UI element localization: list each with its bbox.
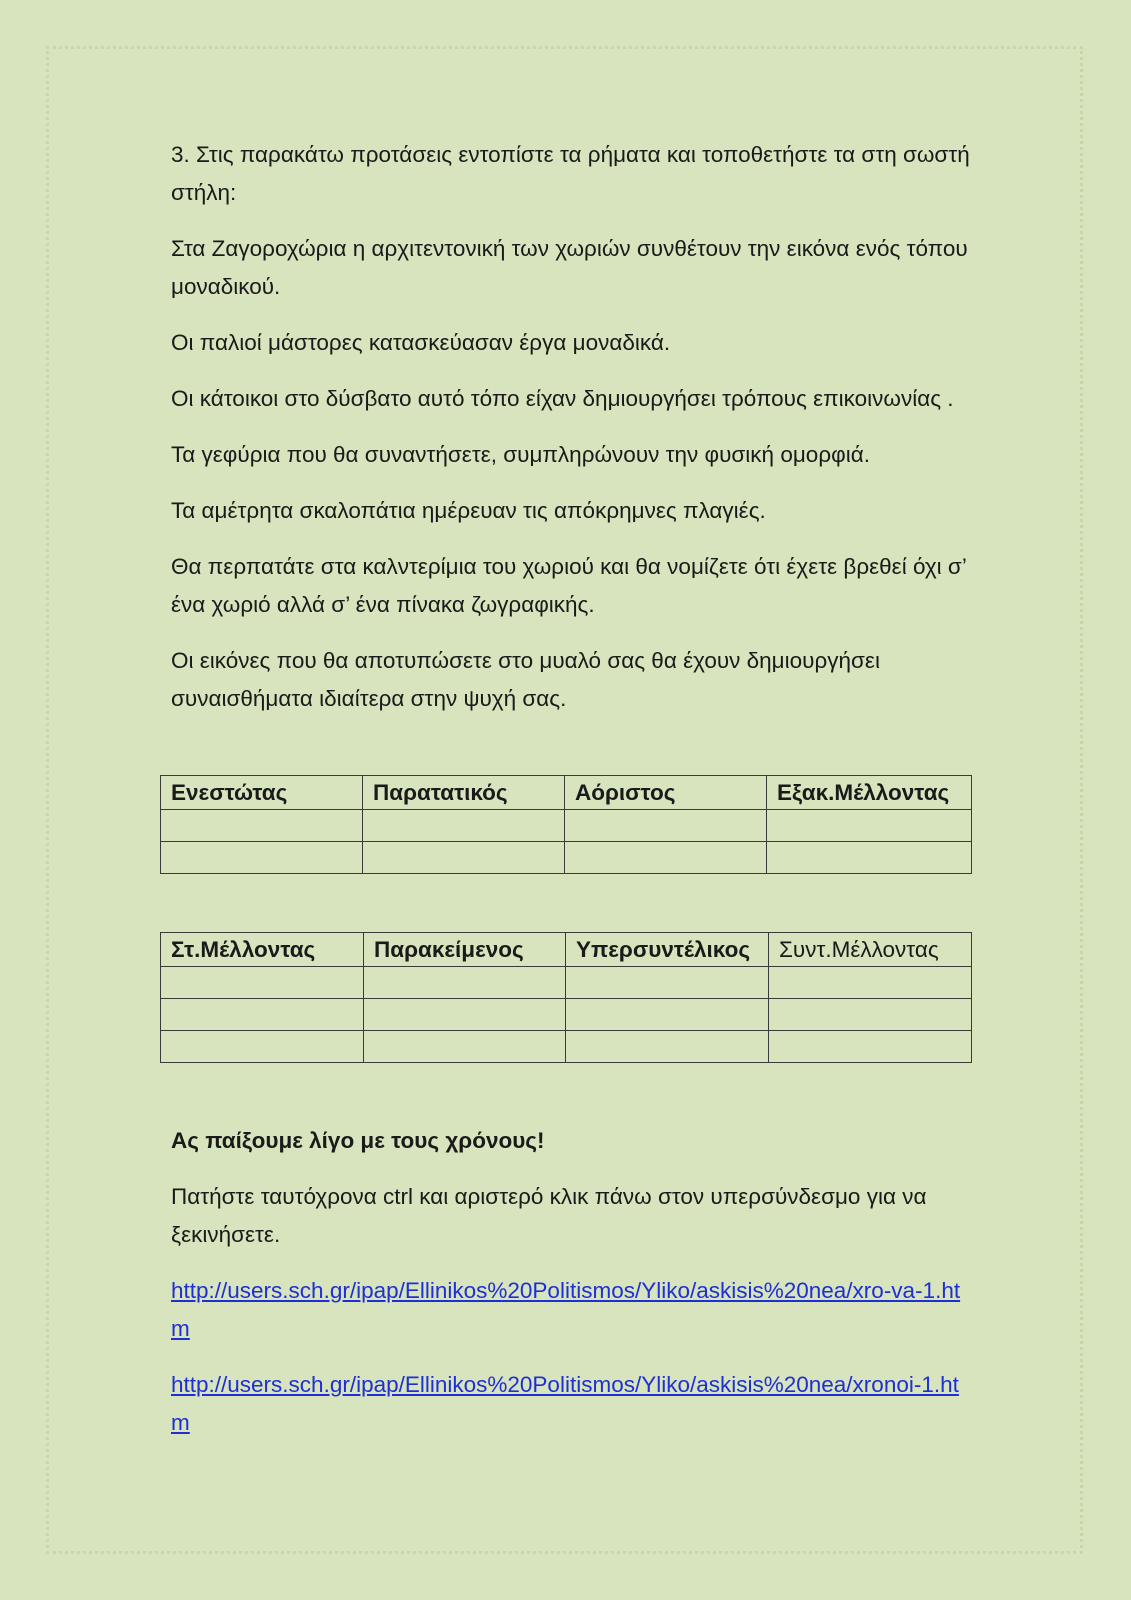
table-row xyxy=(161,967,972,999)
table-cell[interactable] xyxy=(565,810,767,842)
sentence: Οι κάτοικοι στο δύσβατο αυτό τόπο είχαν δημιουργήσει τρόπους επικοινωνίας . xyxy=(171,386,954,411)
exercise-instruction: 3. Στις παρακάτω προτάσεις εντοπίστε τα ρήματα και τοποθετήστε τα στη σωστή στήλη: xyxy=(171,142,970,205)
tenses-table-2 xyxy=(160,932,972,1063)
game-heading: Ας παίξουμε λίγο με τους χρόνους! xyxy=(171,1128,545,1153)
sentence: Οι παλιοί μάστορες κατασκεύασαν έργα μοναδικά. xyxy=(171,330,671,355)
column-header-perfect: Παρακείμενος xyxy=(364,933,566,967)
table-row xyxy=(161,810,972,842)
table-cell[interactable] xyxy=(566,1031,769,1063)
table-cell[interactable] xyxy=(769,967,972,999)
column-header-continuous-future: Εξακ.Μέλλοντας xyxy=(767,776,972,810)
table-cell[interactable] xyxy=(769,1031,972,1063)
sentence: Στα Ζαγοροχώρια η αρχιτεντονική των χωριών συνθέτουν την εικόνα ενός τόπου μοναδικού. xyxy=(171,236,968,299)
exercise-link-1[interactable]: http://users.sch.gr/ipap/Ellinikos%20Politismos/Yliko/askisis%20nea/xro-va-1.htm xyxy=(171,1278,961,1341)
table-cell[interactable] xyxy=(364,999,566,1031)
game-instruction: Πατήστε ταυτόχρονα ctrl και αριστερό κλικ πάνω στον υπερσύνδεσμο για να ξεκινήσετε. xyxy=(171,1184,927,1247)
table-cell[interactable] xyxy=(566,967,769,999)
table-row xyxy=(161,999,972,1031)
table-cell[interactable] xyxy=(363,842,565,874)
table-cell[interactable] xyxy=(767,810,972,842)
column-header-pluperfect: Υπερσυντέλικος xyxy=(566,933,769,967)
column-header-future-perfect: Συντ.Μέλλοντας xyxy=(769,933,972,967)
sentence: Τα γεφύρια που θα συναντήσετε, συμπληρώνουν την φυσική ομορφιά. xyxy=(171,442,870,467)
column-header-simple-future: Στ.Μέλλοντας xyxy=(161,933,364,967)
column-header-imperfect: Παρατατικός xyxy=(363,776,565,810)
table-cell[interactable] xyxy=(565,842,767,874)
sentence: Θα περπατάτε στα καλντερίμια του χωριού και θα νομίζετε ότι έχετε βρεθεί όχι σ’ ένα χωριό αλλά σ’ ένα πίνακα ζωγραφικής. xyxy=(171,554,966,617)
table-cell[interactable] xyxy=(363,810,565,842)
table-cell[interactable] xyxy=(769,999,972,1031)
sentence: Τα αμέτρητα σκαλοπάτια ημέρευαν τις απόκρημνες πλαγιές. xyxy=(171,498,766,523)
table-row xyxy=(161,1031,972,1063)
column-header-aorist: Αόριστος xyxy=(565,776,767,810)
table-header-row xyxy=(161,933,972,967)
table-cell[interactable] xyxy=(364,1031,566,1063)
column-header-present: Ενεστώτας xyxy=(161,776,363,810)
table-cell[interactable] xyxy=(364,967,566,999)
table-cell[interactable] xyxy=(161,842,363,874)
table-cell[interactable] xyxy=(161,999,364,1031)
table-cell[interactable] xyxy=(566,999,769,1031)
exercise-link-2[interactable]: http://users.sch.gr/ipap/Ellinikos%20Politismos/Yliko/askisis%20nea/xronoi-1.htm xyxy=(171,1372,959,1435)
table-row xyxy=(161,842,972,874)
tenses-table-1 xyxy=(160,775,972,874)
game-section xyxy=(171,1122,971,1460)
exercise-section xyxy=(171,136,971,736)
table-cell[interactable] xyxy=(767,842,972,874)
sentence: Οι εικόνες που θα αποτυπώσετε στο μυαλό σας θα έχουν δημιουργήσει συναισθήματα ιδιαίτερα στην ψυχή σας. xyxy=(171,648,880,711)
table-cell[interactable] xyxy=(161,810,363,842)
table-cell[interactable] xyxy=(161,1031,364,1063)
table-cell[interactable] xyxy=(161,967,364,999)
table-header-row xyxy=(161,776,972,810)
